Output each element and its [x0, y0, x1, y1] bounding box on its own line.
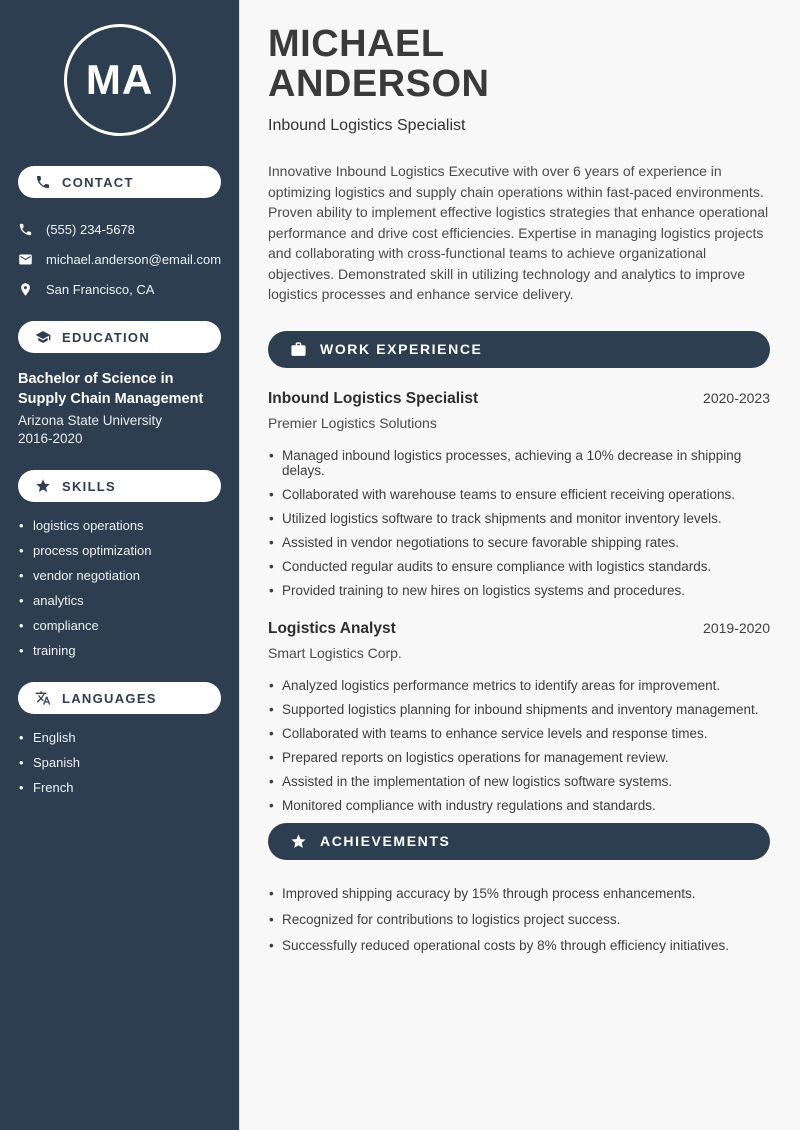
language-item: • French	[18, 780, 225, 795]
job-header	[268, 390, 770, 408]
email-icon	[18, 252, 33, 267]
job-bullet-list	[268, 448, 770, 598]
work-experience-section-title: WORK EXPERIENCE	[320, 341, 483, 357]
skill-item: • process optimization	[18, 543, 225, 558]
job-role: Logistics Analyst	[268, 619, 396, 637]
skill-item: • analytics	[18, 593, 225, 608]
page-title	[268, 24, 770, 104]
skill-item: • compliance	[18, 618, 225, 633]
main-content	[239, 0, 800, 1130]
education-years: 2016-2020	[18, 431, 83, 446]
education-section-header	[18, 321, 221, 353]
job-company: Smart Logistics Corp.	[268, 644, 402, 661]
job-bullet: • Managed inbound logistics processes, achieving a 10% decrease in shipping delays.	[268, 448, 770, 478]
job-bullet: • Collaborated with warehouse teams to ensure efficient receiving operations.	[268, 487, 770, 502]
work-experience-section-header	[268, 331, 770, 368]
achievements-section-title: ACHIEVEMENTS	[320, 833, 451, 849]
education-entry	[0, 353, 239, 446]
star-icon	[290, 833, 307, 850]
sidebar	[0, 0, 239, 1130]
graduation-cap-icon	[35, 329, 51, 345]
phone-icon	[35, 174, 51, 190]
avatar-container	[0, 24, 239, 136]
first-name: MICHAEL	[268, 23, 445, 65]
job-bullet: • Collaborated with teams to enhance service levels and response times.	[268, 726, 770, 741]
translate-icon	[35, 690, 51, 706]
language-item: • Spanish	[18, 755, 225, 770]
star-icon	[35, 478, 51, 494]
achievement-bullet: • Successfully reduced operational costs by 8% through efficiency initiatives.	[268, 938, 770, 953]
professional-summary: Innovative Inbound Logistics Executive with over 6 years of experience in optimizing logistics and supply chain operations within fast-paced environments. Proven ability to implement effective logistics strategies that enhance operational performance and drive cost efficiencies. Expertise in managing logistics projects and collaborating with cross-functional teams to achieve organizational objectives. Demonstrated skill in utilizing technology and analytics to improve logistics processes and enhance service delivery.	[268, 163, 769, 302]
languages-section-header	[18, 682, 221, 714]
job-bullet: • Monitored compliance with industry regulations and standards.	[268, 798, 770, 813]
avatar-initials: MA	[85, 56, 154, 103]
job-role: Inbound Logistics Specialist	[268, 389, 479, 407]
job-entry	[268, 390, 770, 598]
language-item: • English	[18, 730, 225, 745]
skill-item: • vendor negotiation	[18, 568, 225, 583]
achievements-section-header	[268, 823, 770, 860]
achievement-bullet: • Improved shipping accuracy by 15% through process enhancements.	[268, 886, 770, 901]
job-bullet: • Prepared reports on logistics operations for management review.	[268, 750, 770, 765]
education-degree: Bachelor of Science in Supply Chain Management	[18, 371, 204, 407]
briefcase-icon	[290, 341, 307, 358]
contact-location-value: San Francisco, CA	[46, 282, 155, 297]
languages-section-title: LANGUAGES	[62, 690, 157, 706]
job-entry	[268, 620, 770, 813]
contact-location-row	[18, 282, 225, 297]
contact-list	[0, 222, 239, 297]
job-dates: 2019-2020	[703, 619, 770, 636]
job-bullet: • Conducted regular audits to ensure compliance with logistics standards.	[268, 559, 770, 574]
education-section-title: EDUCATION	[62, 329, 151, 345]
education-school: Arizona State University	[18, 413, 163, 428]
location-pin-icon	[18, 282, 33, 297]
job-bullet: • Provided training to new hires on logistics systems and procedures.	[268, 583, 770, 598]
contact-phone-row	[18, 222, 225, 237]
job-bullet: • Utilized logistics software to track shipments and monitor inventory levels.	[268, 511, 770, 526]
contact-email-row	[18, 252, 225, 267]
contact-email-value: michael.anderson@email.com	[46, 252, 222, 267]
languages-list	[0, 730, 239, 795]
job-bullet: • Assisted in the implementation of new logistics software systems.	[268, 774, 770, 789]
skills-section-title: SKILLS	[62, 478, 117, 494]
skills-list	[0, 518, 239, 658]
last-name: ANDERSON	[268, 63, 490, 105]
job-headline: Inbound Logistics Specialist	[268, 117, 466, 134]
avatar	[64, 24, 176, 136]
contact-section-header	[18, 166, 221, 198]
phone-icon	[18, 222, 33, 237]
achievements-list	[268, 886, 770, 953]
job-bullet: • Analyzed logistics performance metrics to identify areas for improvement.	[268, 678, 770, 693]
job-bullet: • Supported logistics planning for inbound shipments and inventory management.	[268, 702, 770, 717]
contact-section-title: CONTACT	[62, 174, 134, 190]
job-dates: 2020-2023	[703, 389, 770, 406]
job-bullet: • Assisted in vendor negotiations to secure favorable shipping rates.	[268, 535, 770, 550]
contact-phone-value: (555) 234-5678	[46, 222, 135, 237]
skill-item: • training	[18, 643, 225, 658]
job-company: Premier Logistics Solutions	[268, 414, 437, 431]
job-header	[268, 620, 770, 638]
skill-item: • logistics operations	[18, 518, 225, 533]
job-bullet-list	[268, 678, 770, 813]
achievement-bullet: • Recognized for contributions to logistics project success.	[268, 912, 770, 927]
skills-section-header	[18, 470, 221, 502]
